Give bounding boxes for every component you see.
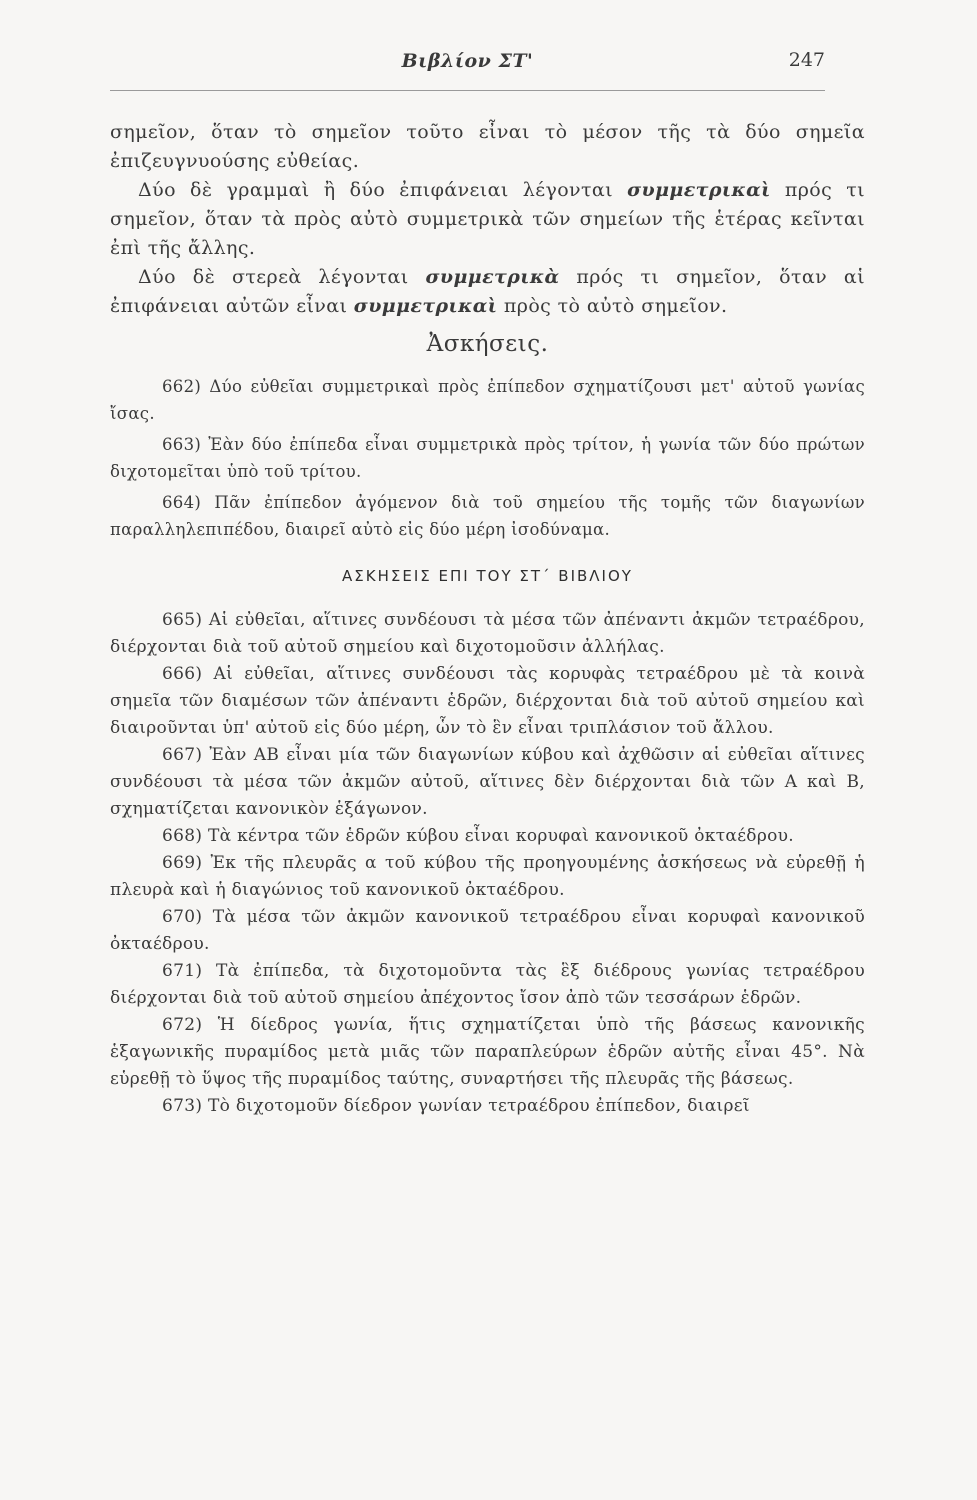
exercise-670: 670) Τὰ μέσα τῶν ἀκμῶν κανονικοῦ τετραέδρου εἶναι κορυφαὶ κανονικοῦ ὀκταέδρου. — [110, 907, 865, 954]
keyword-symmetric: συμμετρικαὶ — [627, 179, 771, 201]
exercise-669: 669) Ἐκ τῆς πλευρᾶς α τοῦ κύβου τῆς προηγουμένης ἀσκήσεως νὰ εὑρεθῇ ἡ πλευρὰ καὶ ἡ διαγώνιος τοῦ κανονικοῦ ὀκταέδρου. — [110, 853, 865, 900]
intro-paragraph-2 — [110, 176, 865, 263]
page-number: 247 — [788, 49, 825, 71]
page-body — [110, 118, 865, 1120]
intro-paragraph-3-text-a: Δύο δὲ στερεὰ λέγονται — [138, 266, 426, 288]
exercise-666: 666) Αἱ εὐθεῖαι, αἵτινες συνδέουσι τὰς κορυφὰς τετραέδρου μὲ τὰ κοινὰ σημεῖα τῶν διαμέσων τῶν ἀπέναντι ἑδρῶν, διέρχονται διὰ τοῦ αὐτοῦ σημείου καὶ διαιροῦνται ὑπ' αὐτοῦ εἰς δύο μέρη, ὧν τὸ ἓν εἶναι τριπλάσιον τοῦ ἄλλου. — [110, 664, 865, 738]
section-title: ΑΣΚΗΣΕΙΣ ΕΠΙ ΤΟΥ ΣΤ΄ ΒΙΒΛΙΟΥ — [342, 567, 633, 585]
exercise-665: 665) Αἱ εὐθεῖαι, αἵτινες συνδέουσι τὰ μέσα τῶν ἀπέναντι ἀκμῶν τετραέδρου, διέρχονται διὰ τοῦ αὐτοῦ σημείου καὶ διχοτομοῦσιν ἀλλήλας. — [110, 610, 865, 657]
intro-paragraph-1: σημεῖον, ὅταν τὸ σημεῖον τοῦτο εἶναι τὸ μέσον τῆς τὰ δύο σημεῖα ἐπιζευγνυούσης εὐθείας. — [110, 121, 865, 172]
exercise-668: 668) Τὰ κέντρα τῶν ἑδρῶν κύβου εἶναι κορυφαὶ κανονικοῦ ὀκταέδρου. — [162, 826, 794, 846]
keyword-symmetric-surfaces: συμμετρικαὶ — [353, 295, 498, 317]
keyword-symmetric-solids: συμμετρικὰ — [425, 266, 560, 288]
exercise-663: 663) Ἐὰν δύο ἐπίπεδα εἶναι συμμετρικὰ πρὸς τρίτον, ἡ γωνία τῶν δύο πρώτων διχοτομεῖται ὑπὸ τοῦ τρίτου. — [110, 435, 865, 481]
intro-paragraph-2-text-a: Δύο δὲ γραμμαὶ ἢ δύο ἐπιφάνειαι λέγονται — [138, 179, 628, 201]
page-header — [110, 44, 825, 84]
running-title: Βιβλίον ΣΤ' — [401, 50, 534, 72]
header-rule — [110, 90, 825, 91]
intro-paragraph-3-text-b: πρός τι σημεῖον, ὅταν αἱ ἐπιφάνειαι αὐτῶν εἶναι — [110, 266, 865, 317]
exercise-671: 671) Τὰ ἐπίπεδα, τὰ διχοτομοῦντα τὰς ἓξ διέδρους γωνίας τετραέδρου διέρχονται διὰ τοῦ αὐτοῦ σημείου ἀπέχοντος ἴσον ἀπὸ τῶν τεσσάρων ἑδρῶν. — [110, 961, 865, 1008]
intro-paragraph-2-text-b: πρός τι σημεῖον, ὅταν τὰ πρὸς αὐτὸ συμμετρικὰ τῶν σημείων τῆς ἑτέρας κεῖνται ἐπὶ τῆς ἄλλης. — [110, 179, 865, 259]
exercise-662: 662) Δύο εὐθεῖαι συμμετρικαὶ πρὸς ἐπίπεδον σχηματίζουσι μετ' αὐτοῦ γωνίας ἴσας. — [110, 377, 865, 423]
intro-paragraph-3 — [110, 263, 865, 321]
exercise-664: 664) Πᾶν ἐπίπεδον ἀγόμενον διὰ τοῦ σημείου τῆς τομῆς τῶν διαγωνίων παραλληλεπιπέδου, διαιρεῖ αὐτὸ εἰς δύο μέρη ἰσοδύναμα. — [110, 493, 865, 539]
exercise-673: 673) Τὸ διχοτομοῦν δίεδρον γωνίαν τετραέδρου ἐπίπεδον, διαιρεῖ — [162, 1096, 750, 1116]
exercise-672: 672) Ἡ δίεδρος γωνία, ἥτις σχηματίζεται ὑπὸ τῆς βάσεως κανονικῆς ἑξαγωνικῆς πυραμίδος μετὰ μιᾶς τῶν παραπλεύρων ἑδρῶν αὐτῆς εἶναι 45°. Νὰ εὑρεθῇ τὸ ὕψος τῆς πυραμίδος ταύτης, συναρτήσει τῆς πλευρᾶς τῆς βάσεως. — [110, 1015, 865, 1089]
exercises-heading: Ἀσκήσεις. — [426, 331, 549, 357]
exercise-667: 667) Ἐὰν ΑΒ εἶναι μία τῶν διαγωνίων κύβου καὶ ἀχθῶσιν αἱ εὐθεῖαι αἵτινες συνδέουσι τὰ μέσα τῶν ἀκμῶν αὐτοῦ, αἵτινες δὲν διέρχονται διὰ τῶν Α καὶ Β, σχηματίζεται κανονικὸν ἑξάγωνον. — [110, 745, 865, 819]
intro-paragraph-3-text-c: πρὸς τὸ αὐτὸ σημεῖον. — [497, 295, 728, 317]
